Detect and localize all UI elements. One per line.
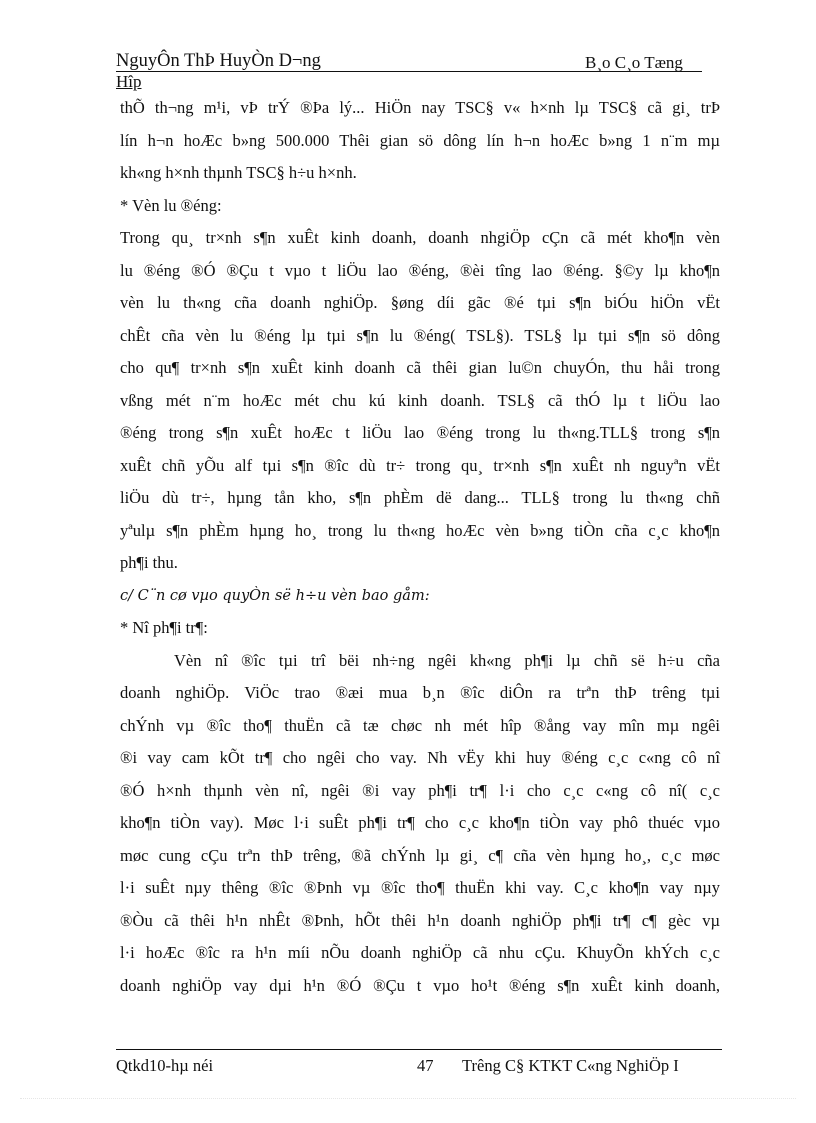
text-line: kh«ng h×nh thµnh TSC§ h÷u h×nh. <box>120 163 357 182</box>
text-line: xuÊt chñ yÕu alf tµi s¶n ®îc dù tr÷ trong qu¸ tr×nh s¶n xuÊt nh nguyªn vËt <box>120 455 720 475</box>
text-line: l·i hoÆc ®îc ra h¹n míi nÕu doanh nghiÖp cã nhu cÇu. KhuyÕn khÝch c¸c <box>120 943 720 962</box>
section-heading: * Vèn lu ®éng: <box>120 195 222 215</box>
text-line: liÖu dù tr÷, hµng tån kho, s¶n phÈm dë dang... TLL§ trong lu th«ng chñ <box>120 488 720 507</box>
text-line: cho qu¶ tr×nh s¶n xuÊt kinh doanh cã thêi gian lu©n chuyÓn, thu håi trong <box>120 358 720 377</box>
footer-right: Trêng C§ KTKT C«ng NghiÖp I <box>462 1056 679 1075</box>
text-line: vèn lu th«ng cña doanh nghiÖp. §øng díi gãc ®é tµi s¶n biÓu hiÖn vËt <box>120 293 720 312</box>
text-line: Vèn nî ®îc tµi trî bëi nh÷ng ngêi kh«ng ph¶i lµ chñ së h÷u cña <box>174 650 720 670</box>
text-line: thÕ th¬ng m¹i, vÞ trÝ ®Þa lý... HiÖn nay TSC§ v« h×nh lµ TSC§ cã gi¸ trÞ <box>120 98 720 117</box>
text-line: ®Ó h×nh thµnh vèn nî, ngêi ®i vay ph¶i tr¶ l·i cho c¸c c«ng cô nî( c¸c <box>120 780 720 800</box>
header-report-title-continued: Hîp <box>116 72 142 91</box>
text-line: yªulµ s¶n phÈm hµng ho¸ trong lu th«ng hoÆc vèn b»ng tiÒn cña c¸c kho¶n <box>120 520 720 540</box>
text-line: lín h¬n hoÆc b»ng 500.000 Thêi gian sö dông lín h¬n hoÆc b»ng 1 n¨m mµ <box>120 130 720 150</box>
header-report-title: B¸o C¸o Tæng <box>585 53 683 72</box>
text-line: ®éng trong s¶n xuÊt hoÆc t liÖu lao ®éng trong lu th«ng.TLL§ trong s¶n <box>120 423 720 442</box>
text-line: ®i vay cam kÕt tr¶ cho ngêi cho vay. Nh vËy khi huy ®éng c¸c c«ng cô nî <box>120 748 720 767</box>
section-heading: * Nî ph¶i tr¶: <box>120 618 208 637</box>
text-line: ®Òu cã thêi h¹n nhÊt ®Þnh, hÕt thêi h¹n doanh nghiÖp ph¶i tr¶ c¶ gèc vµ <box>120 910 720 930</box>
text-line: vßng mét n¨m hoÆc mét chu kú kinh doanh. TSL§ cã thÓ lµ t liÖu lao <box>120 390 720 410</box>
footer-rule <box>116 1049 722 1050</box>
text-line: doanh nghiÖp vay dµi h¹n ®Ó ®Çu t vµo ho¹t ®éng s¶n xuÊt kinh doanh, <box>120 975 720 995</box>
text-line: chÝnh vµ ®îc tho¶ thuËn cã tæ chøc nh mét hîp ®ång vay mîn mµ ngêi <box>120 715 720 735</box>
header-rule <box>116 71 702 72</box>
text-line: kho¶n tiÒn vay). Møc l·i suÊt ph¶i tr¶ cho c¸c kho¶n tiÒn vay phô thuéc vµo <box>120 813 720 832</box>
page-edge <box>20 1098 796 1099</box>
body-text <box>120 92 720 1002</box>
text-line: møc cung cÇu trªn thÞ trêng, ®ã chÝnh lµ gi¸ c¶ cña vèn hµng ho¸, c¸c møc <box>120 845 720 865</box>
text-line: Trong qu¸ tr×nh s¶n xuÊt kinh doanh, doanh nhgiÖp cÇn cã mét kho¶n vèn <box>120 228 720 247</box>
text-line: ph¶i thu. <box>120 553 178 572</box>
footer-left: Qtkd10-hµ néi <box>116 1056 214 1075</box>
header-author: NguyÔn ThÞ HuyÒn D¬ng <box>116 51 321 71</box>
page-number: 47 <box>417 1056 434 1075</box>
text-line: chÊt cña vèn lu ®éng lµ tµi s¶n lu ®éng( TSL§). TSL§ lµ tµi s¶n sö dông <box>120 325 720 345</box>
text-line: l·i suÊt nµy thêng ®îc ®Þnh vµ ®îc tho¶ thuËn khi vay. C¸c kho¶n vay nµy <box>120 878 720 897</box>
text-line: doanh nghiÖp. ViÖc trao ®æi mua b¸n ®îc diÔn ra trªn thÞ trêng tµi <box>120 683 720 702</box>
text-line: lu ®éng ®Ó ®Çu t vµo t liÖu lao ®éng, ®èi tîng lao ®éng. §©y lµ kho¶n <box>120 260 720 280</box>
section-heading: c/ C¨n cø vµo quyÒn së h÷u vèn bao gåm: <box>120 587 430 604</box>
